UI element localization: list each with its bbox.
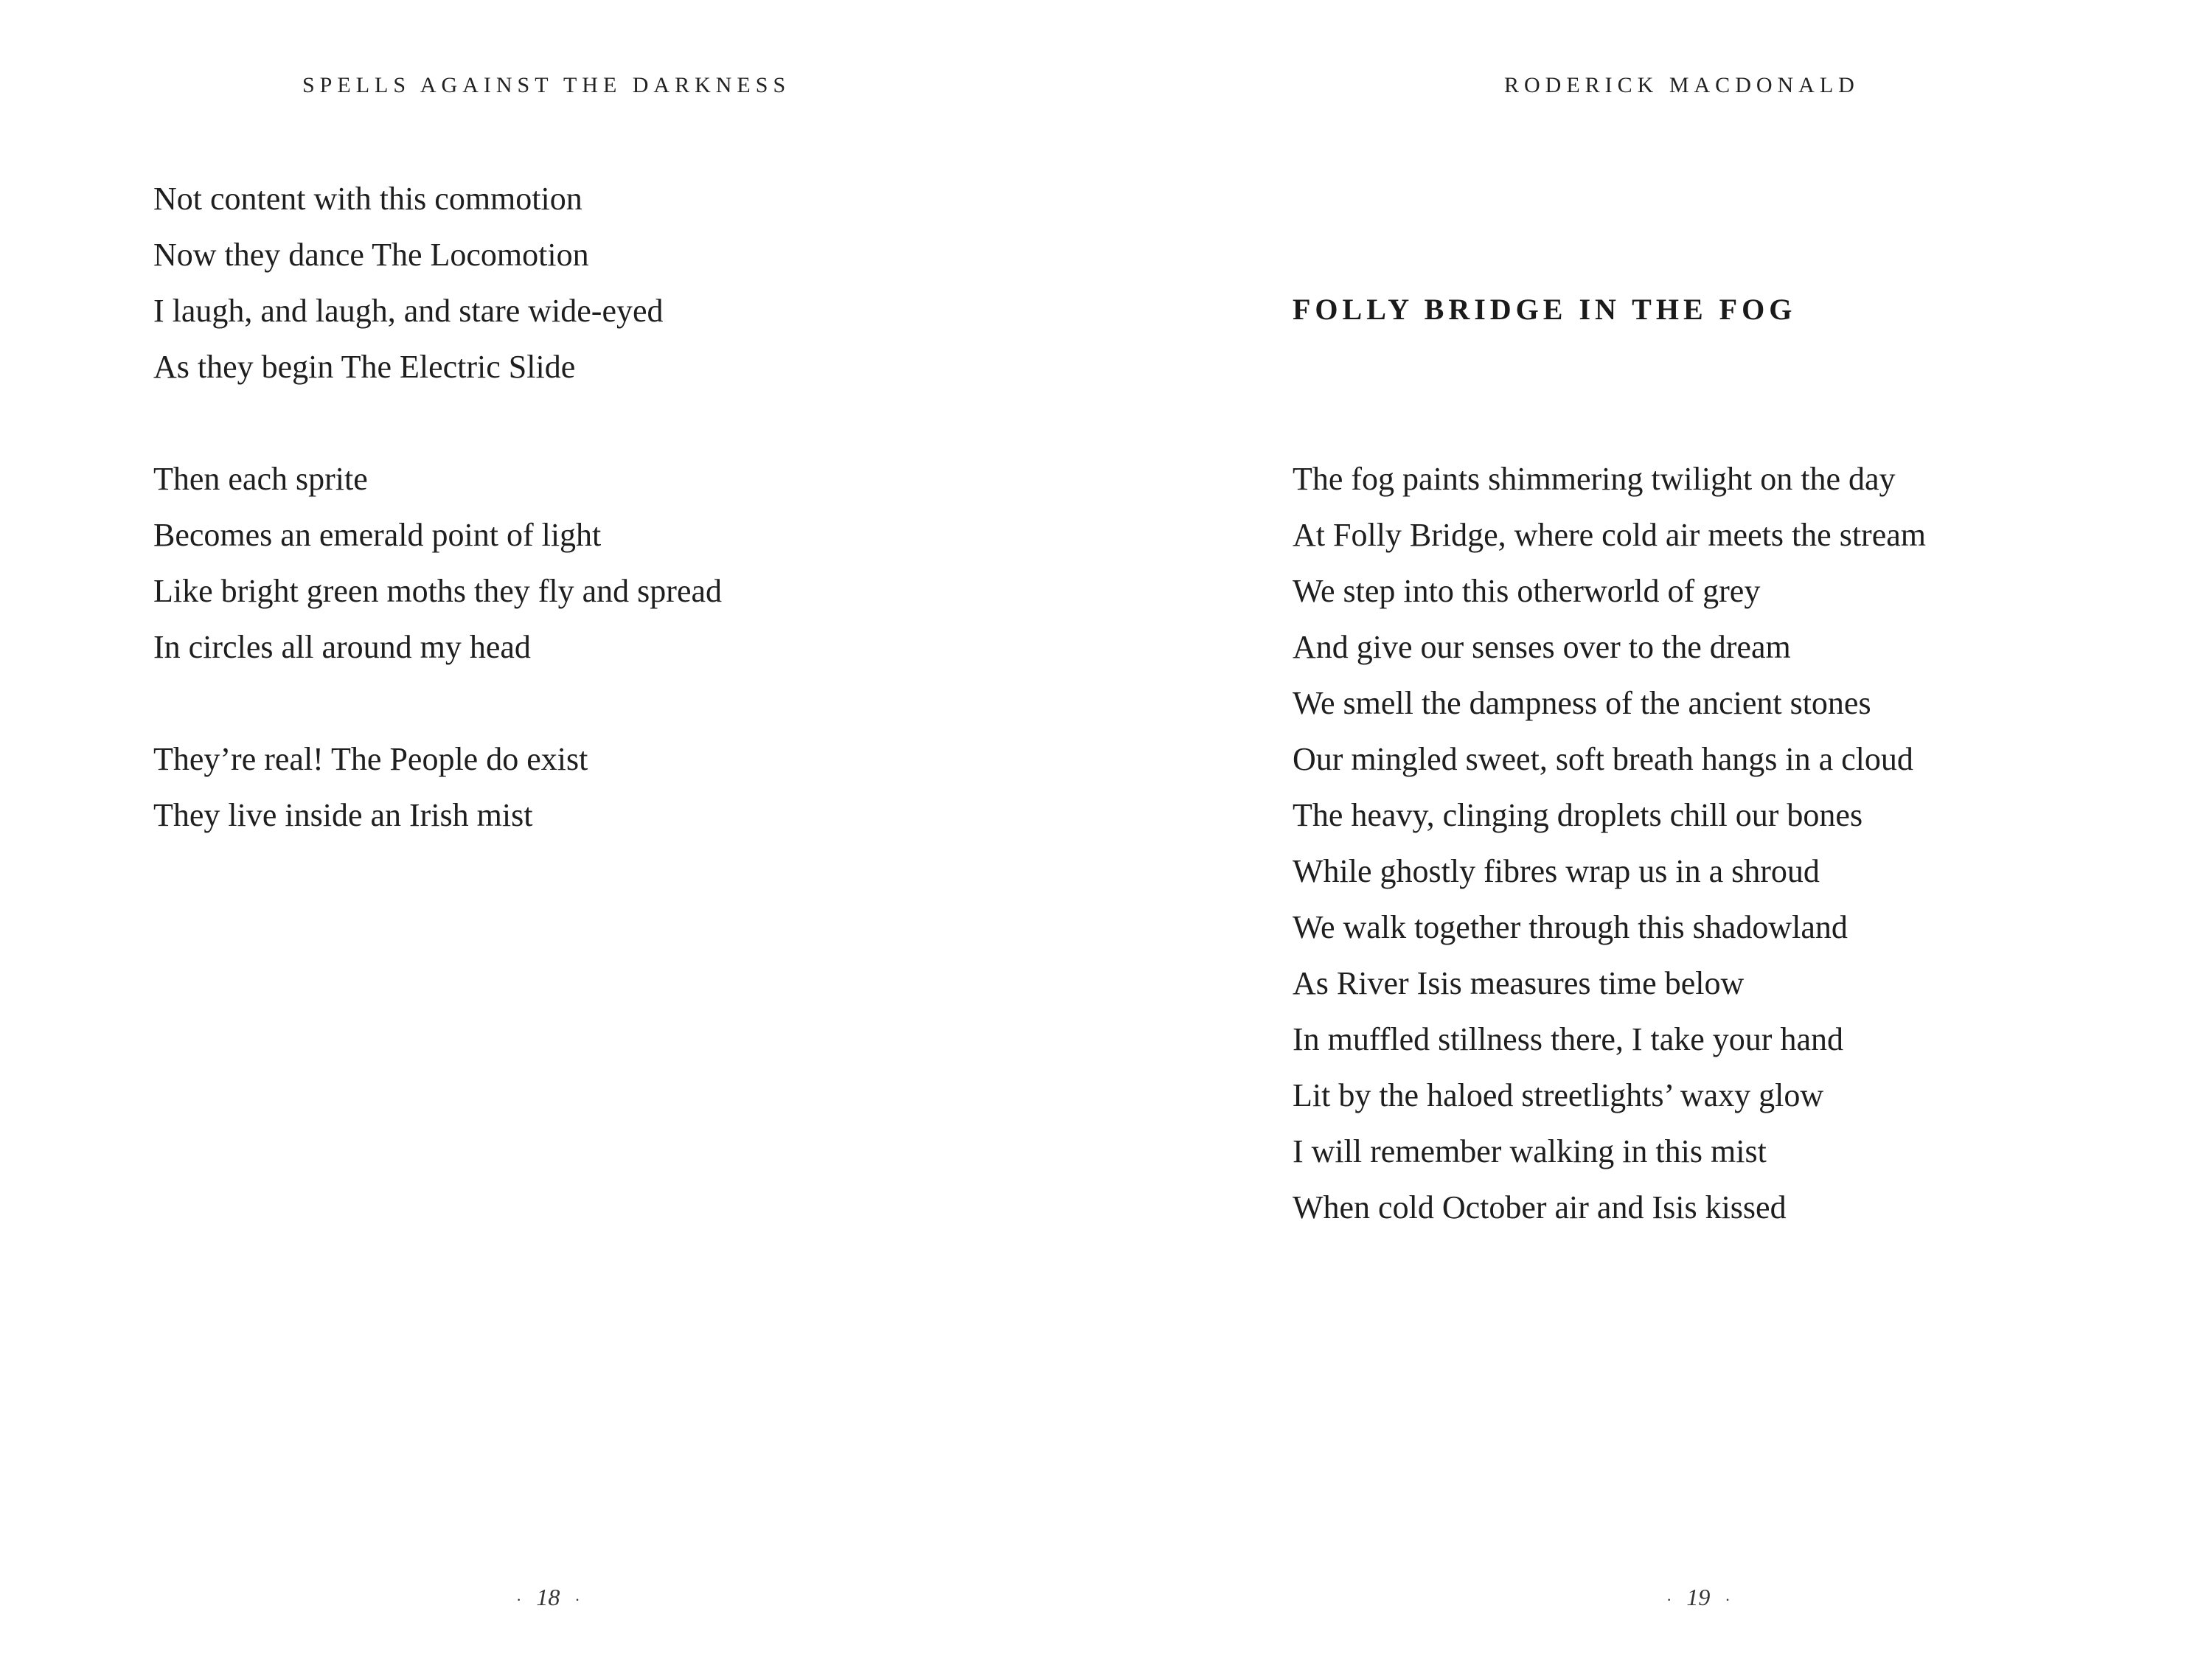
folio-ornament: ·: [1666, 1590, 1672, 1609]
page-number-value: 18: [536, 1584, 560, 1610]
verse-line: As they begin The Electric Slide: [153, 349, 576, 385]
verse-line: I laugh, and laugh, and stare wide-eyed: [153, 293, 664, 329]
verse-line: I will remember walking in this mist: [1293, 1133, 1767, 1169]
verse-line: Like bright green moths they fly and spread: [153, 573, 723, 609]
verse-line: They live inside an Irish mist: [153, 797, 533, 833]
verse-line: We step into this otherworld of grey: [1293, 573, 1761, 609]
verse-line: The heavy, clinging droplets chill our bones: [1293, 797, 1863, 833]
verse-line: As River Isis measures time below: [1293, 965, 1745, 1001]
poem-title: FOLLY BRIDGE IN THE FOG: [1293, 293, 1797, 326]
verse-line: Lit by the haloed streetlights’ waxy glow: [1293, 1077, 1824, 1113]
poem-continuation: [153, 171, 722, 844]
verse-line: And give our senses over to the dream: [1293, 629, 1791, 665]
verse-line: We walk together through this shadowland: [1293, 909, 1848, 945]
verse-line: At Folly Bridge, where cold air meets the stream: [1293, 517, 1926, 553]
verse-line: Our mingled sweet, soft breath hangs in a cloud: [1293, 741, 1913, 777]
page-number: [501, 1582, 595, 1615]
running-head-author: RODERICK MACDONALD: [1504, 73, 1860, 97]
right-page: [1106, 0, 2212, 1659]
stanza: [153, 731, 722, 844]
verse-line: In circles all around my head: [153, 629, 531, 665]
verse-line: Not content with this commotion: [153, 181, 582, 217]
verse-line: Now they dance The Locomotion: [153, 237, 589, 273]
page-number-value: 19: [1686, 1584, 1711, 1610]
page-number: [1652, 1582, 1745, 1615]
stanza: [153, 451, 722, 675]
folio-ornament: ·: [516, 1590, 522, 1609]
verse-line: Becomes an emerald point of light: [153, 517, 602, 553]
verse-line: In muffled stillness there, I take your hand: [1293, 1021, 1843, 1057]
verse-line: They’re real! The People do exist: [153, 741, 588, 777]
folio-ornament: ·: [574, 1590, 580, 1609]
stanza: [153, 171, 722, 395]
poem-body: [1293, 451, 1926, 1236]
running-head-book-title: SPELLS AGAINST THE DARKNESS: [302, 73, 791, 97]
verse-line: Then each sprite: [153, 461, 368, 497]
verse-line: While ghostly fibres wrap us in a shroud: [1293, 853, 1820, 889]
verse-line: The fog paints shimmering twilight on the day: [1293, 461, 1896, 497]
folio-ornament: ·: [1725, 1590, 1731, 1609]
verse-line: When cold October air and Isis kissed: [1293, 1189, 1787, 1225]
verse-line: We smell the dampness of the ancient stones: [1293, 685, 1871, 721]
